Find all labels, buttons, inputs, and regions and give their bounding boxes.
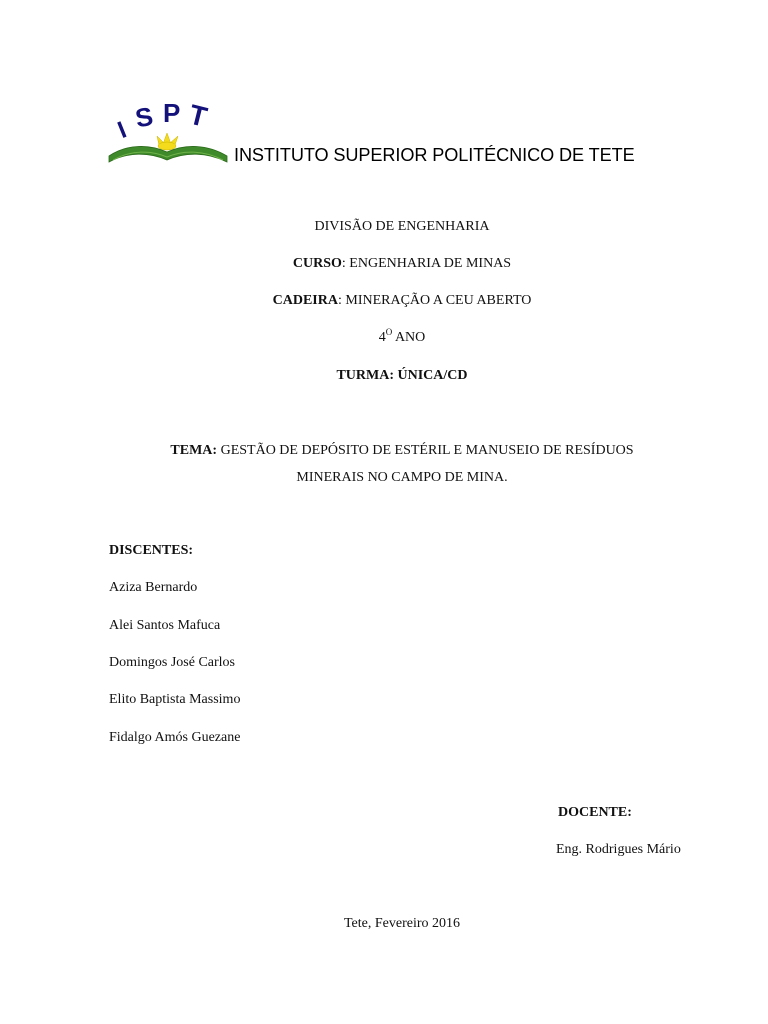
course-label: CURSO (292, 256, 342, 271)
year-line (18, 327, 768, 346)
theme-label: TEMA: (170, 443, 218, 458)
student-name: Elito Baptista Massimo (109, 692, 241, 707)
svg-text:I: I (113, 116, 131, 145)
svg-text:S: S (133, 100, 156, 134)
svg-text:P: P (163, 100, 181, 128)
division-line: DIVISÃO DE ENGENHARIA (314, 219, 490, 234)
class-text: TURMA: ÚNICA/CD (336, 368, 468, 383)
students-heading: DISCENTES: (109, 543, 194, 558)
student-name: Alei Santos Mafuca (109, 618, 221, 633)
class-line (18, 368, 768, 384)
course-line (18, 256, 768, 272)
teacher-name: Eng. Rodrigues Mário (556, 842, 681, 857)
course-value: : ENGENHARIA DE MINAS (341, 256, 512, 271)
subject-value: : MINERAÇÃO A CEU ABERTO (337, 293, 532, 308)
theme-line-2: MINERAIS NO CAMPO DE MINA. (296, 470, 508, 485)
year-number: 4 (378, 330, 386, 345)
year-superscript: O (385, 327, 393, 337)
teacher-heading: DOCENTE: (558, 805, 632, 820)
student-name: Aziza Bernardo (109, 580, 198, 595)
year-word: ANO (392, 330, 426, 345)
student-name: Domingos José Carlos (109, 655, 235, 670)
place-date: Tete, Fevereiro 2016 (343, 916, 461, 931)
subject-label: CADEIRA (272, 293, 338, 308)
theme-text-1: GESTÃO DE DEPÓSITO DE ESTÉRIL E MANUSEIO DE RESÍDUOS (217, 443, 634, 458)
institute-name: INSTITUTO SUPERIOR POLITÉCNICO DE TETE (234, 144, 635, 165)
student-name: Fidalgo Amós Guezane (109, 730, 241, 745)
svg-text:T: T (186, 100, 211, 133)
ispt-logo (107, 100, 231, 166)
subject-line (18, 293, 768, 309)
theme-line-1 (18, 443, 768, 459)
sun-rays-icon (157, 133, 178, 150)
